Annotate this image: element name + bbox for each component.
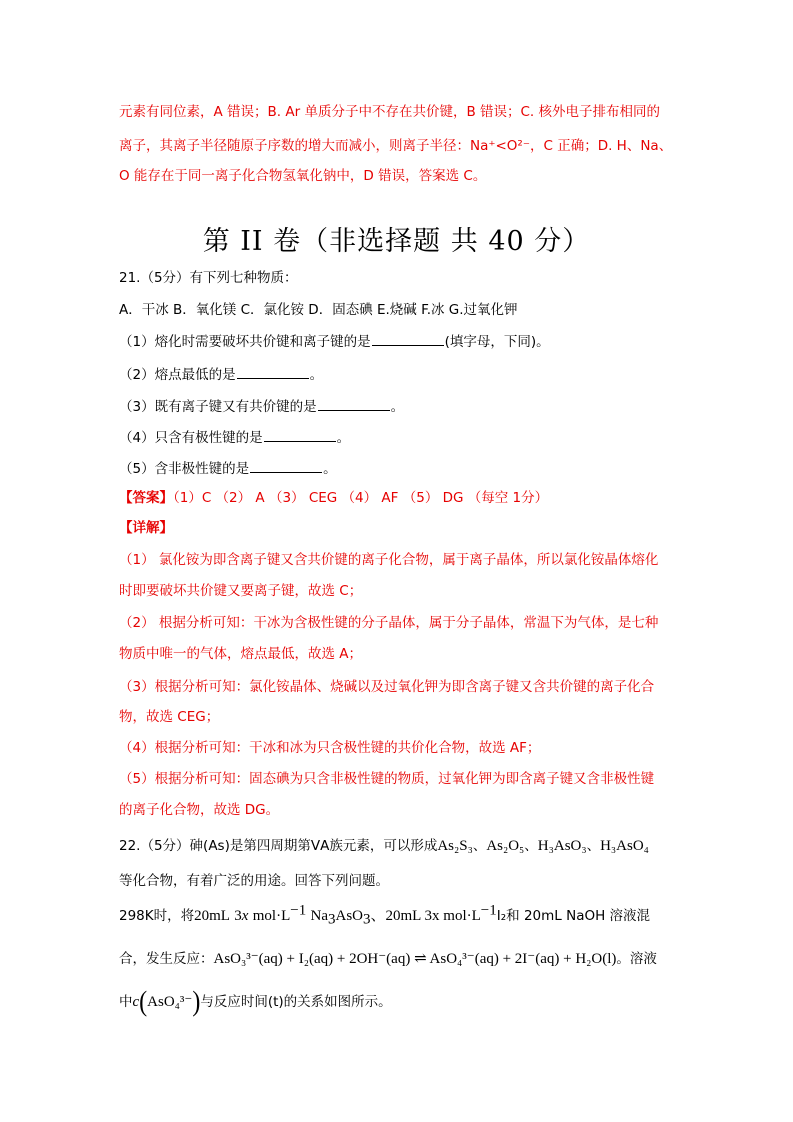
q21-sub5-text: （5）含非极性键的是 <box>119 461 250 477</box>
q21-stem: 21.（5分）有下列七种物质： <box>119 270 298 286</box>
answer-blank[interactable] <box>264 427 336 442</box>
answer-text: （1）C （2） A （3） CEG （4） AF （5） DG （每空 1分） <box>173 490 549 506</box>
q22-l3-vol: 20mL <box>194 908 230 924</box>
detail-3b: 物，故选 CEG； <box>119 709 220 725</box>
q21-sub3-text: （3）既有离子键又有共价键的是 <box>119 399 317 415</box>
q22-l3-i: I₂和 20mL NaOH 溶液混 <box>496 908 651 924</box>
section-title: 第 II 卷（非选择题 共 40 分） <box>202 226 591 257</box>
formula-1: As₂S₃ <box>437 838 473 854</box>
detail-label: 【详解】 <box>119 520 173 536</box>
q22-l5-species: AsO₄³⁻ <box>147 994 193 1010</box>
q21-sub2-text: （2）熔点最低的是 <box>119 367 236 383</box>
q22-line-3 <box>119 902 651 928</box>
q22-line-5 <box>119 986 392 1018</box>
answer-blank[interactable] <box>318 396 390 411</box>
detail-2a: （2） 根据分析可知：干冰为含极性键的分子晶体，属于分子晶体，常温下为气体，是七种 <box>119 615 659 631</box>
q22-l3-unit: mol·L <box>252 908 291 924</box>
q22-l3-sub: 3 <box>328 911 336 928</box>
answer-blank[interactable] <box>250 458 322 473</box>
reaction-equation: AsO₃³⁻(aq) + I₂(aq) + 2OH⁻(aq) ⇌ AsO₄³⁻(aq) + 2I⁻(aq) + H₂O(l) <box>213 951 617 967</box>
q22-l3-exp: −1 <box>480 902 497 919</box>
detail-4: （4）根据分析可知：干冰和冰为只含极性键的共价化合物，故选 AF； <box>119 740 541 756</box>
q22-l3-coef: 3 <box>234 908 242 924</box>
separator: 、 <box>586 838 601 854</box>
intro-line-3: O 能存在于同一离子化合物氢氧化钠中，D 错误，答案选 C。 <box>119 168 487 184</box>
q21-sub1-note: (填字母，下同)。 <box>444 334 550 350</box>
q22-line-1 <box>119 836 649 856</box>
formula-4: H₃AsO₄ <box>600 838 649 854</box>
q22-line-2: 等化合物，有着广泛的用途。回答下列问题。 <box>119 873 389 889</box>
q22-l4-a: 合，发生反应： <box>119 951 214 967</box>
end-mark: 。 <box>336 430 351 446</box>
q21-sub5 <box>119 458 337 479</box>
q22-l3-exp: −1 <box>290 902 307 919</box>
q21-sub3 <box>119 396 404 417</box>
q22-l3-aso: AsO <box>335 908 364 924</box>
q22-l3-x: x <box>241 908 249 924</box>
q21-sub1-text: （1）熔化时需要破坏共价键和离子键的是 <box>119 334 371 350</box>
q22-l5-c: c <box>132 994 140 1010</box>
right-paren-icon: ) <box>192 986 201 1018</box>
q22-l3-h: 、20mL 3x mol·L <box>370 908 481 924</box>
left-paren-icon: ( <box>139 986 148 1018</box>
q21-sub4-text: （4）只含有极性键的是 <box>119 430 263 446</box>
formula-3: H₃AsO₃ <box>537 838 587 854</box>
q21-sub1 <box>119 331 550 352</box>
q22-head: 22.（5分）砷(As)是第四周期第ⅤA族元素，可以形成 <box>119 838 438 854</box>
formula-2: As₂O₅ <box>486 838 525 854</box>
q22-l3-na: Na <box>310 908 328 924</box>
detail-5a: （5）根据分析可知：固态碘为只含非极性键的物质，过氧化钾为即含离子键又含非极性键 <box>119 771 655 787</box>
answer-blank[interactable] <box>237 364 309 379</box>
detail-1b: 时即要破坏共价键又要离子键，故选 C； <box>119 583 363 599</box>
q21-options: A．干冰 B．氧化镁 C．氯化铵 D．固态碘 E.烧碱 F.冰 G.过氧化钾 <box>119 302 518 318</box>
end-mark: 。 <box>390 399 405 415</box>
answer-label: 【答案】 <box>119 490 173 506</box>
detail-1a: （1） 氯化铵为即含离子键又含共价键的离子化合物，属于离子晶体，所以氯化铵晶体熔化 <box>119 552 659 568</box>
intro-line-2: 离子，其离子半径随原子序数的增大而减小，则离子半径：Na⁺<O²⁻，C 正确；D. H、Na、 <box>119 138 673 154</box>
detail-5b: 的离子化合物，故选 DG。 <box>119 802 280 818</box>
detail-2b: 物质中唯一的气体，熔点最低，故选 A； <box>119 646 363 662</box>
q22-l5-b: 与反应时间(t)的关系如图所示。 <box>200 994 392 1010</box>
q22-l4-b: 。溶液 <box>616 951 657 967</box>
q21-sub2 <box>119 364 323 385</box>
end-mark: 。 <box>323 461 337 477</box>
end-mark: 。 <box>309 367 324 383</box>
q21-answer <box>119 488 548 508</box>
q22-l5-a: 中 <box>119 994 133 1010</box>
separator: 、 <box>524 838 538 854</box>
q22-line-4 <box>119 949 657 969</box>
intro-line-1: 元素有同位素，A 错误；B. Ar 单质分子中不存在共价键，B 错误；C. 核外电子排布相同的 <box>119 104 661 120</box>
detail-3a: （3）根据分析可知：氯化铵晶体、烧碱以及过氧化钾为即含离子键又含共价键的离子化合 <box>119 679 655 695</box>
q21-sub4 <box>119 427 350 448</box>
separator: 、 <box>472 838 487 854</box>
q22-l3-a: 298K时，将 <box>119 908 195 924</box>
answer-blank[interactable] <box>372 331 444 346</box>
q22-l3-sub: 3 <box>363 911 371 928</box>
